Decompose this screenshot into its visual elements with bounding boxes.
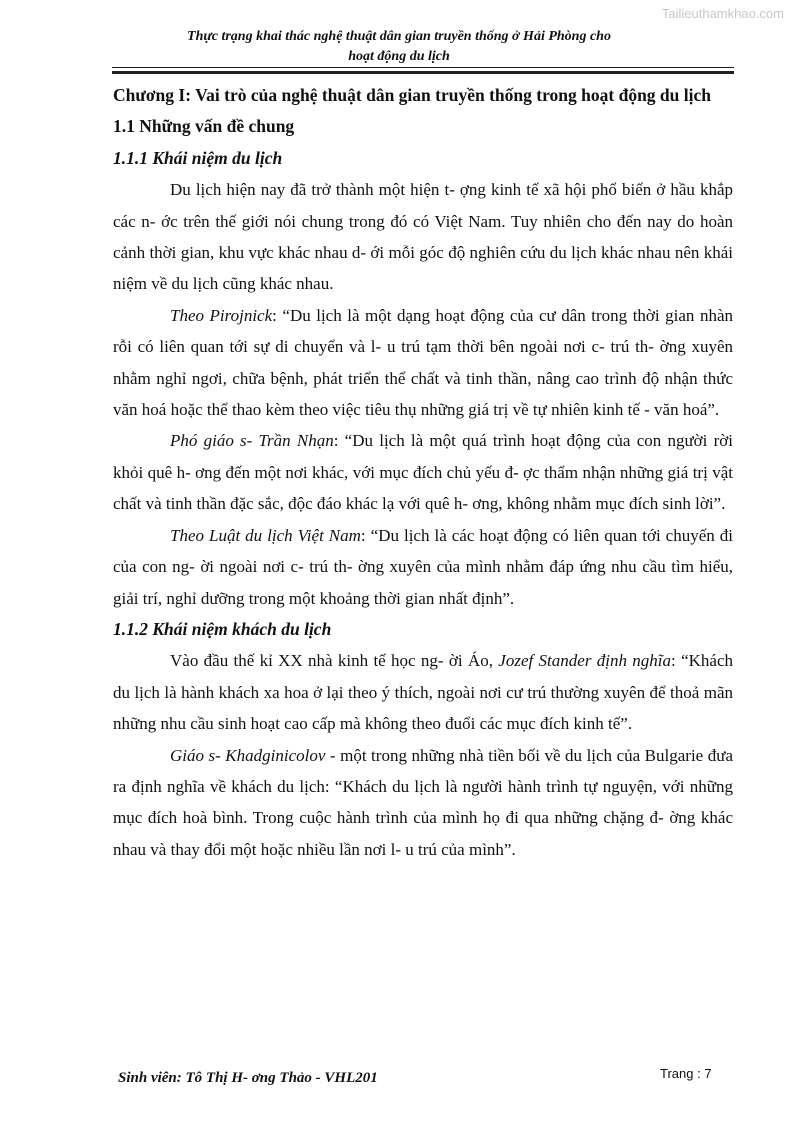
- header-rule-thin: [112, 67, 734, 68]
- document-body: [113, 80, 733, 865]
- header-rule-thick: [112, 71, 734, 74]
- citation-source: Jozef Stander định nghĩa: [498, 651, 672, 671]
- paragraph-2: [113, 300, 733, 426]
- citation-source: Giáo s- Khadginicolov: [170, 745, 326, 765]
- paragraph-4: [113, 520, 733, 614]
- section-heading-1-1: 1.1 Những vấn đề chung: [113, 116, 295, 137]
- paragraph-5: [113, 645, 733, 739]
- paragraph-text: Vào đầu thế kỉ XX nhà kinh tế học ng- ời Áo,: [170, 651, 499, 671]
- header-line-2: hoạt động du lịch: [348, 49, 450, 64]
- watermark: Tailieuthamkhao.com: [661, 6, 784, 21]
- subsection-heading-1-1-1: 1.1.1 Khái niệm du lịch: [113, 147, 283, 168]
- paragraph-6: [113, 740, 733, 866]
- citation-text: - một trong những nhà tiền bối về du lịch của Bulgarie đưa ra định nghĩa về khách du lịch: “Khách du lịch là người hành trình tự nguyện, với những mục đích hoà bình. Trong cuộc hành trình của mình họ đi qua những chặng đ- ờng khác nhau và thay đổi một hoặc nhiều lần nơi l- u trú của mình”.: [113, 745, 733, 859]
- chapter-title: Chương I: Vai trò của nghệ thuật dân gian truyền thống trong hoạt động du lịch: [113, 85, 711, 105]
- citation-text: : “Du lịch là một dạng hoạt động của cư dân trong thời gian nhàn rỗi có liên quan tới sự di chuyển và l- u trú tạm thời bên ngoài nơi c- trú th- ờng xuyên nhằm nghỉ ngơi, chữa bệnh, phát triển thể chất và tinh thần, nâng cao trình độ nhận thức văn hoá hoặc thể thao kèm theo việc tiêu thụ những giá trị về tự nhiên kinh tế - văn hoá”.: [113, 305, 733, 420]
- paragraph-1: Du lịch hiện nay đã trở thành một hiện t- ợng kinh tế xã hội phổ biến ở hầu khắp các n- ớc trên thế giới nói chung trong đó có Việt Nam. Tuy nhiên cho đến nay do hoàn cảnh thời gian, khu vực khác nhau d- ới mỗi góc độ nghiên cứu du lịch khác nhau nên khái niệm về du lịch cũng khác nhau.: [113, 180, 733, 294]
- paragraph-3: [113, 425, 733, 519]
- citation-text: : “Du lịch là một quá trình hoạt động của con người rời khỏi quê h- ơng đến một nơi khác, với mục đích chủ yếu đ- ợc thẩm nhận những giá trị vật chất và tinh thần đặc sắc, độc đáo khác lạ với quê h- ơng, không nhằm mục đích sinh lời”.: [113, 431, 733, 514]
- page-header: [110, 27, 688, 67]
- citation-source: Theo Luật du lịch Việt Nam: [170, 525, 361, 545]
- citation-source: Theo Pirojnick: [170, 305, 273, 325]
- header-line-1: Thực trạng khai thác nghệ thuật dân gian truyền thống ở Hải Phòng cho: [187, 29, 611, 44]
- citation-text: : “Khách du lịch là hành khách xa hoa ở lại theo ý thích, ngoài nơi cư trú thường xuyên để thoả mãn những nhu cầu sinh hoạt cao cấp mà không theo đuổi các mục đích kinh tế”.: [113, 651, 733, 734]
- citation-source: Phó giáo s- Trần Nhạn: [170, 431, 334, 451]
- subsection-heading-1-1-2: 1.1.2 Khái niệm khách du lịch: [113, 618, 332, 639]
- footer-page-number: Trang : 7: [660, 1066, 712, 1081]
- citation-text: : “Du lịch là các hoạt động có liên quan tới chuyến đi của con ng- ời ngoài nơi c- trú th- ờng xuyên của mình nhằm đáp ứng nhu cầu tìm hiểu, giải trí, nghỉ dưỡng trong một khoảng thời gian nhất định”.: [113, 525, 733, 608]
- footer-student: Sinh viên: Tô Thị H- ơng Thảo - VHL201: [118, 1070, 378, 1086]
